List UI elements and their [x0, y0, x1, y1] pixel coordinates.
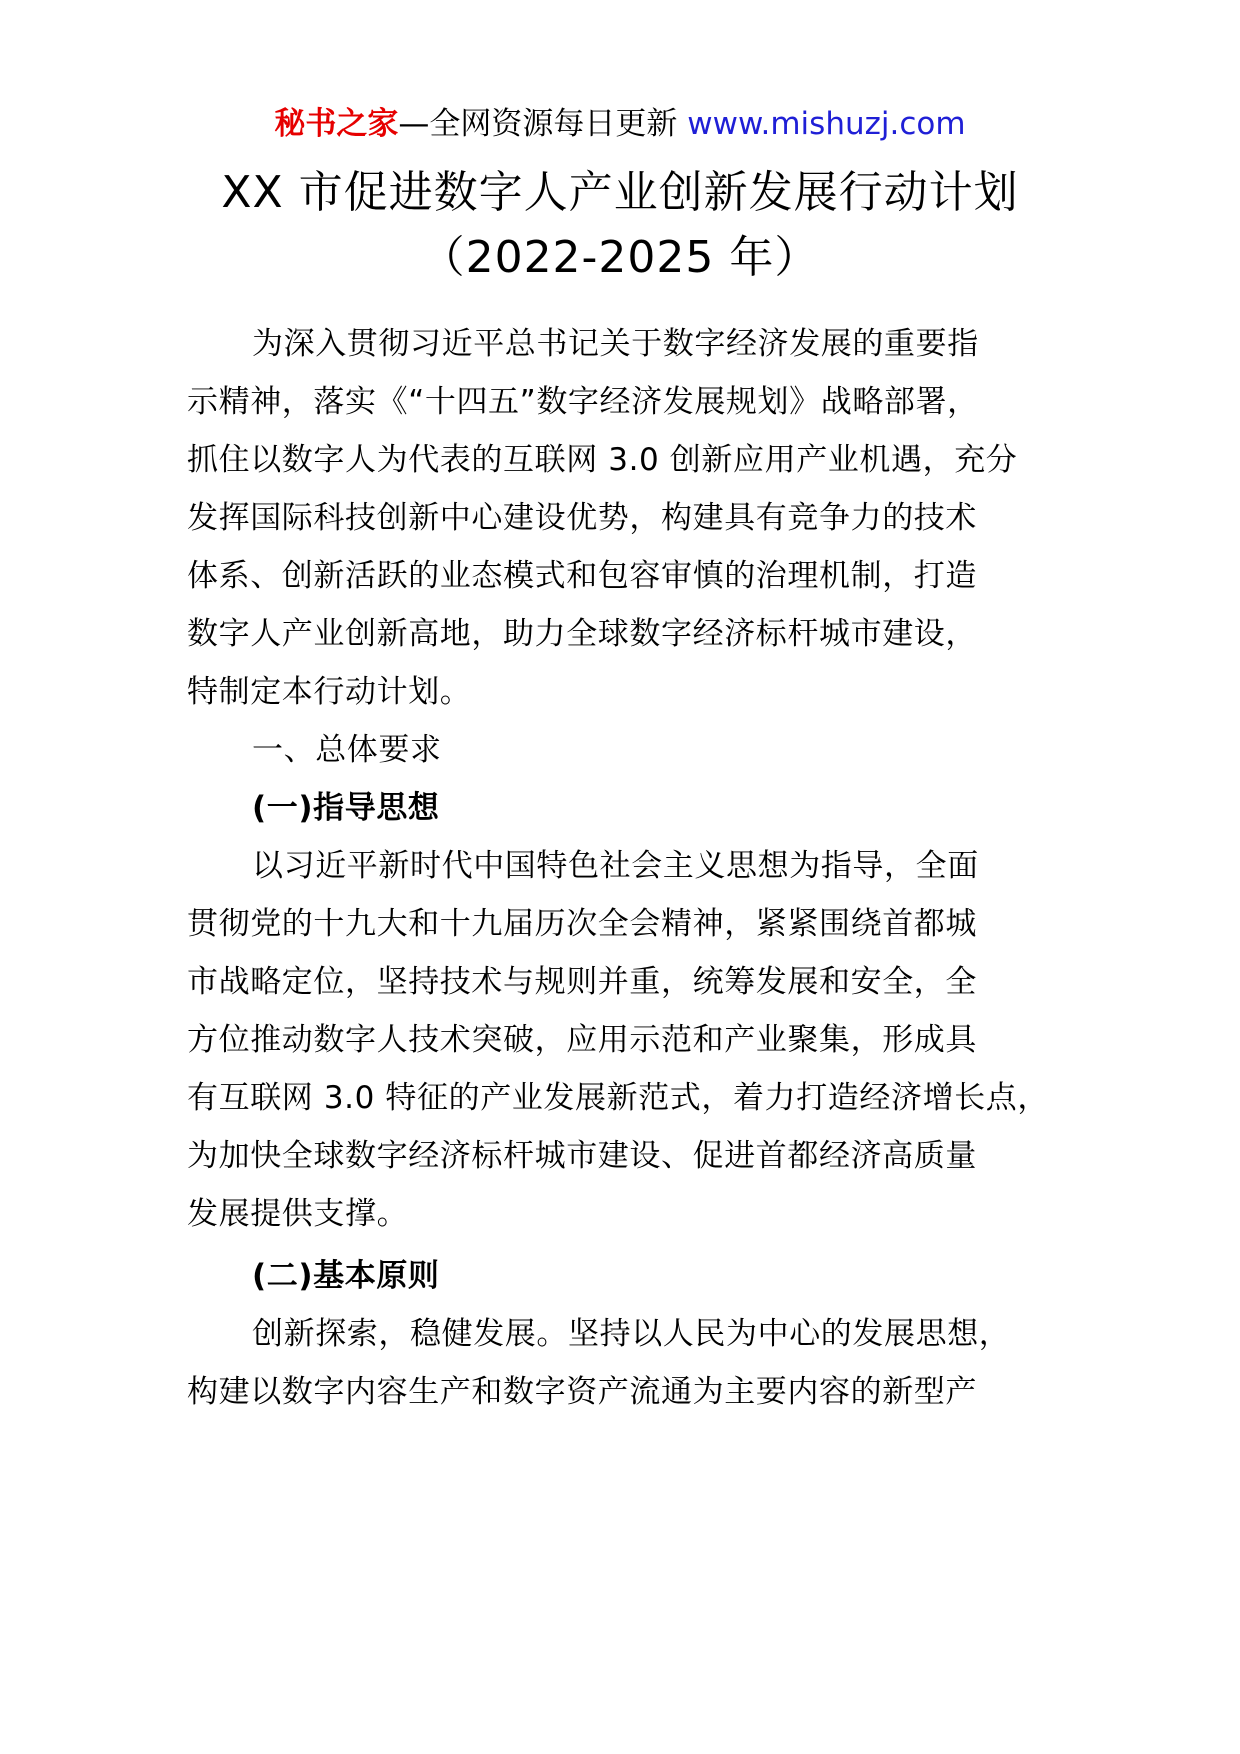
paragraph-line: 创新探索，稳健发展。坚持以人民为中心的发展思想，: [252, 1316, 1011, 1352]
paragraph-line: 发挥国际科技创新中心建设优势，构建具有竞争力的技术: [187, 500, 977, 536]
document-title: XX 市促进数字人产业创新发展行动计划: [221, 167, 1019, 218]
watermark-brand: 秘书之家: [274, 106, 399, 142]
document-title-years: （2022-2025 年）: [420, 232, 820, 283]
watermark-banner: [0, 104, 1240, 144]
paragraph-line: 抓住以数字人为代表的互联网 3.0 创新应用产业机遇，充分: [187, 442, 1018, 478]
paragraph-line: 体系、创新活跃的业态模式和包容审慎的治理机制，打造: [187, 558, 977, 594]
paragraph-line: 数字人产业创新高地，助力全球数字经济标杆城市建设，: [187, 616, 977, 652]
paragraph-line: 为加快全球数字经济标杆城市建设、促进首都经济高质量: [187, 1138, 977, 1174]
subsection-heading: (二)基本原则: [252, 1258, 440, 1294]
paragraph-line: 示精神，落实《“十四五”数字经济发展规划》战略部署，: [187, 384, 979, 420]
watermark-tagline: —全网资源每日更新: [398, 106, 688, 142]
watermark-url: www.mishuzj.com: [687, 106, 966, 142]
paragraph-line: 特制定本行动计划。: [187, 674, 472, 710]
paragraph-line: 方位推动数字人技术突破，应用示范和产业聚集，形成具: [187, 1022, 977, 1058]
paragraph-line: 市战略定位，坚持技术与规则并重，统筹发展和安全，全: [187, 964, 977, 1000]
paragraph-line: 构建以数字内容生产和数字资产流通为主要内容的新型产: [187, 1374, 977, 1410]
paragraph-line: 发展提供支撑。: [187, 1196, 409, 1232]
paragraph-line: 以习近平新时代中国特色社会主义思想为指导，全面: [252, 848, 979, 884]
paragraph-line: 贯彻党的十九大和十九届历次全会精神，紧紧围绕首都城: [187, 906, 977, 942]
paragraph-line: 为深入贯彻习近平总书记关于数字经济发展的重要指: [252, 326, 979, 362]
section-heading: 一、总体要求: [252, 732, 442, 768]
subsection-heading: (一)指导思想: [252, 790, 440, 826]
paragraph-line: 有互联网 3.0 特征的产业发展新范式，着力打造经济增长点，: [187, 1080, 1050, 1116]
